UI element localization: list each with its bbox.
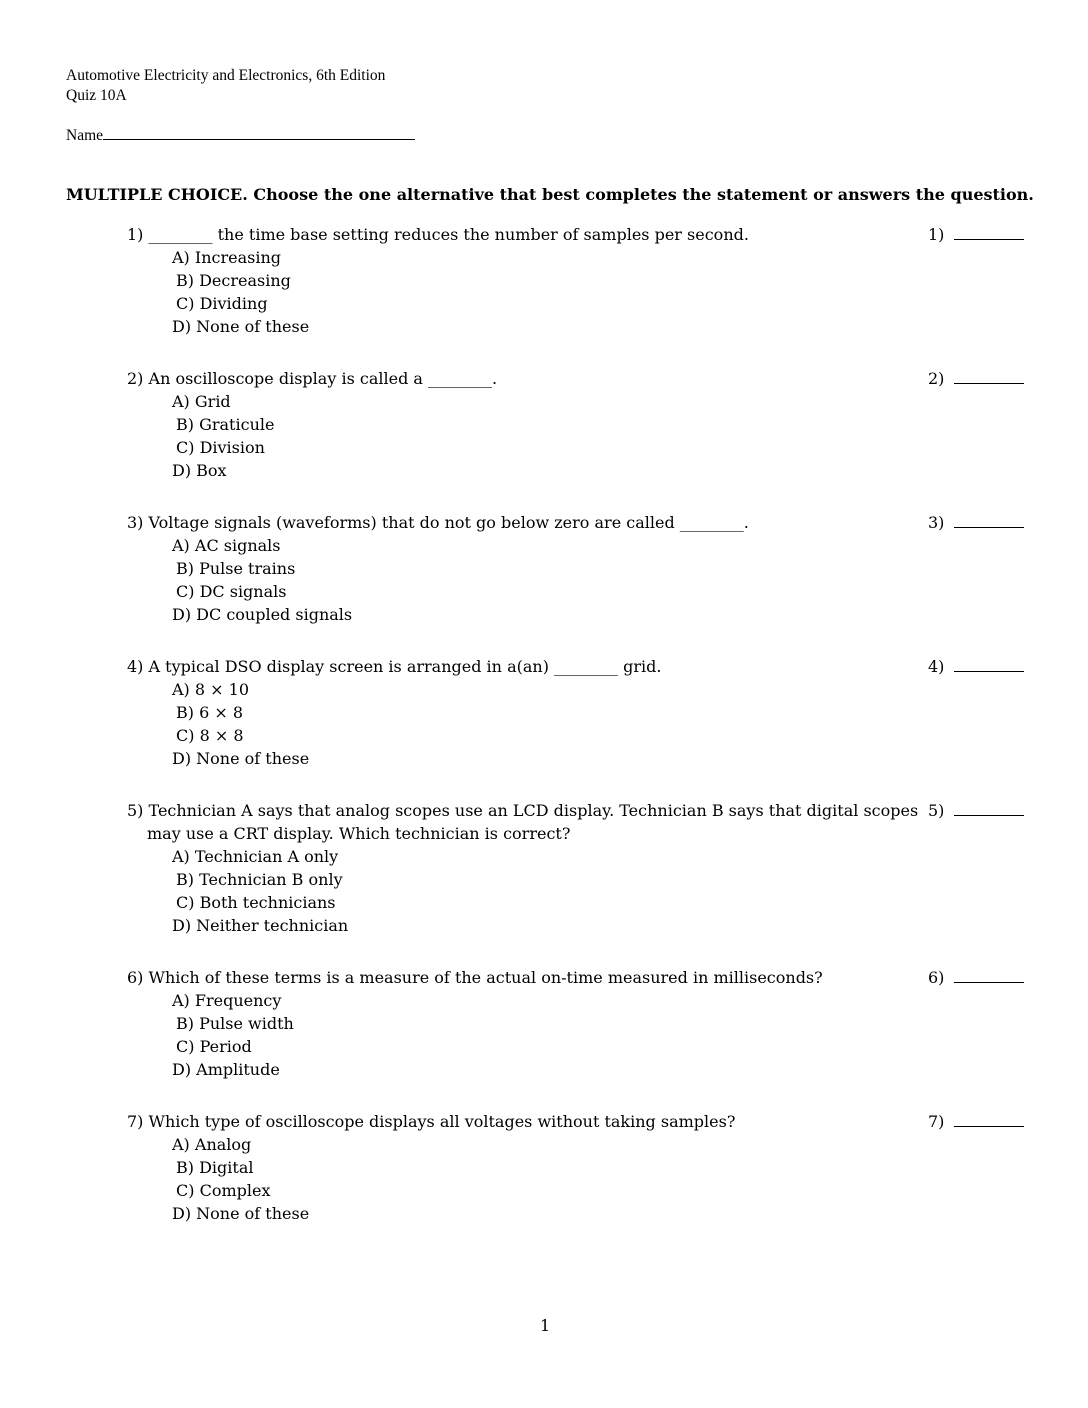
question-1: [127, 223, 927, 338]
answer-blank-line[interactable]: [954, 371, 1024, 384]
answer-option: A) Frequency: [172, 991, 282, 1010]
answer-option: B) Pulse width: [176, 1014, 294, 1033]
answer-field-6[interactable]: [928, 966, 1024, 989]
question-3: [127, 511, 927, 626]
question-stem: [127, 367, 927, 390]
answer-option: D) Box: [172, 461, 227, 480]
question-7: [127, 1110, 927, 1225]
question-6: [127, 966, 927, 1081]
answer-blank-line[interactable]: [954, 515, 1024, 528]
question-stem: [127, 223, 927, 246]
answer-option: D) DC coupled signals: [172, 605, 353, 624]
answer-option: D) Amplitude: [172, 1060, 280, 1079]
question-number: 3): [127, 513, 144, 532]
question-number: 7): [127, 1112, 144, 1131]
answer-option: D) Neither technician: [172, 916, 349, 935]
answer-field-1[interactable]: [928, 223, 1024, 246]
answer-field-7[interactable]: [928, 1110, 1024, 1133]
answer-number: 2): [928, 369, 945, 388]
answer-number: 5): [928, 801, 945, 820]
answer-option: A) Grid: [172, 392, 231, 411]
answer-number: 7): [928, 1112, 945, 1131]
answer-option: B) Digital: [176, 1158, 254, 1177]
answer-option: A) Increasing: [172, 248, 281, 267]
question-text: ________ the time base setting reduces the number of samples per second.: [148, 225, 749, 244]
question-text: Which type of oscilloscope displays all voltages without taking samples?: [148, 1112, 736, 1131]
quiz-title: Quiz 10A: [66, 87, 127, 104]
answer-option: B) 6 × 8: [176, 703, 244, 722]
answer-option: D) None of these: [172, 749, 310, 768]
instructions: MULTIPLE CHOICE. Choose the one alternative that best completes the statement or answers the question.: [66, 185, 1034, 204]
answer-option: A) AC signals: [172, 536, 281, 555]
answer-option: B) Technician B only: [176, 870, 343, 889]
answer-number: 6): [928, 968, 945, 987]
answer-option: C) Both technicians: [176, 893, 336, 912]
page-number: 1: [540, 1316, 551, 1335]
question-stem: [127, 799, 927, 845]
answer-number: 1): [928, 225, 945, 244]
answer-option: B) Pulse trains: [176, 559, 296, 578]
answer-blank-line[interactable]: [954, 970, 1024, 983]
question-stem: [127, 511, 927, 534]
answer-option: C) DC signals: [176, 582, 287, 601]
name-field[interactable]: [66, 125, 415, 145]
question-number: 4): [127, 657, 144, 676]
question-4: [127, 655, 927, 770]
answer-blank-line[interactable]: [954, 1114, 1024, 1127]
answer-number: 3): [928, 513, 945, 532]
question-5: [127, 799, 927, 937]
question-text: A typical DSO display screen is arranged in a(an) ________ grid.: [148, 657, 662, 676]
answer-option: C) Division: [176, 438, 265, 457]
answer-option: C) Complex: [176, 1181, 271, 1200]
answer-blank-line[interactable]: [954, 803, 1024, 816]
question-text-continued: may use a CRT display. Which technician is correct?: [147, 824, 571, 843]
answer-option: D) None of these: [172, 317, 310, 336]
question-number: 6): [127, 968, 144, 987]
question-text: Voltage signals (waveforms) that do not go below zero are called ________.: [148, 513, 749, 532]
question-text: An oscilloscope display is called a ________.: [148, 369, 498, 388]
answer-option: B) Graticule: [176, 415, 275, 434]
question-stem: [127, 655, 927, 678]
answer-option: C) 8 × 8: [176, 726, 244, 745]
question-stem: [127, 966, 927, 989]
answer-option: D) None of these: [172, 1204, 310, 1223]
answer-blank-line[interactable]: [954, 227, 1024, 240]
answer-option: C) Dividing: [176, 294, 268, 313]
question-number: 1): [127, 225, 144, 244]
answer-option: A) 8 × 10: [172, 680, 249, 699]
answer-blank-line[interactable]: [954, 659, 1024, 672]
question-number: 5): [127, 801, 144, 820]
answer-option: B) Decreasing: [176, 271, 291, 290]
book-title: Automotive Electricity and Electronics, 6th Edition: [66, 67, 386, 84]
question-2: [127, 367, 927, 482]
answer-option: A) Technician A only: [172, 847, 339, 866]
question-text: Which of these terms is a measure of the actual on-time measured in milliseconds?: [148, 968, 823, 987]
answer-option: C) Period: [176, 1037, 252, 1056]
question-number: 2): [127, 369, 144, 388]
answer-field-4[interactable]: [928, 655, 1024, 678]
answer-field-3[interactable]: [928, 511, 1024, 534]
answer-field-2[interactable]: [928, 367, 1024, 390]
name-blank-line[interactable]: [103, 125, 415, 140]
answer-field-5[interactable]: [928, 799, 1024, 822]
name-label: Name: [66, 127, 104, 144]
answer-number: 4): [928, 657, 945, 676]
question-stem: [127, 1110, 927, 1133]
question-text: Technician A says that analog scopes use an LCD display. Technician B says that digital scopes: [148, 801, 919, 820]
answer-option: A) Analog: [172, 1135, 252, 1154]
